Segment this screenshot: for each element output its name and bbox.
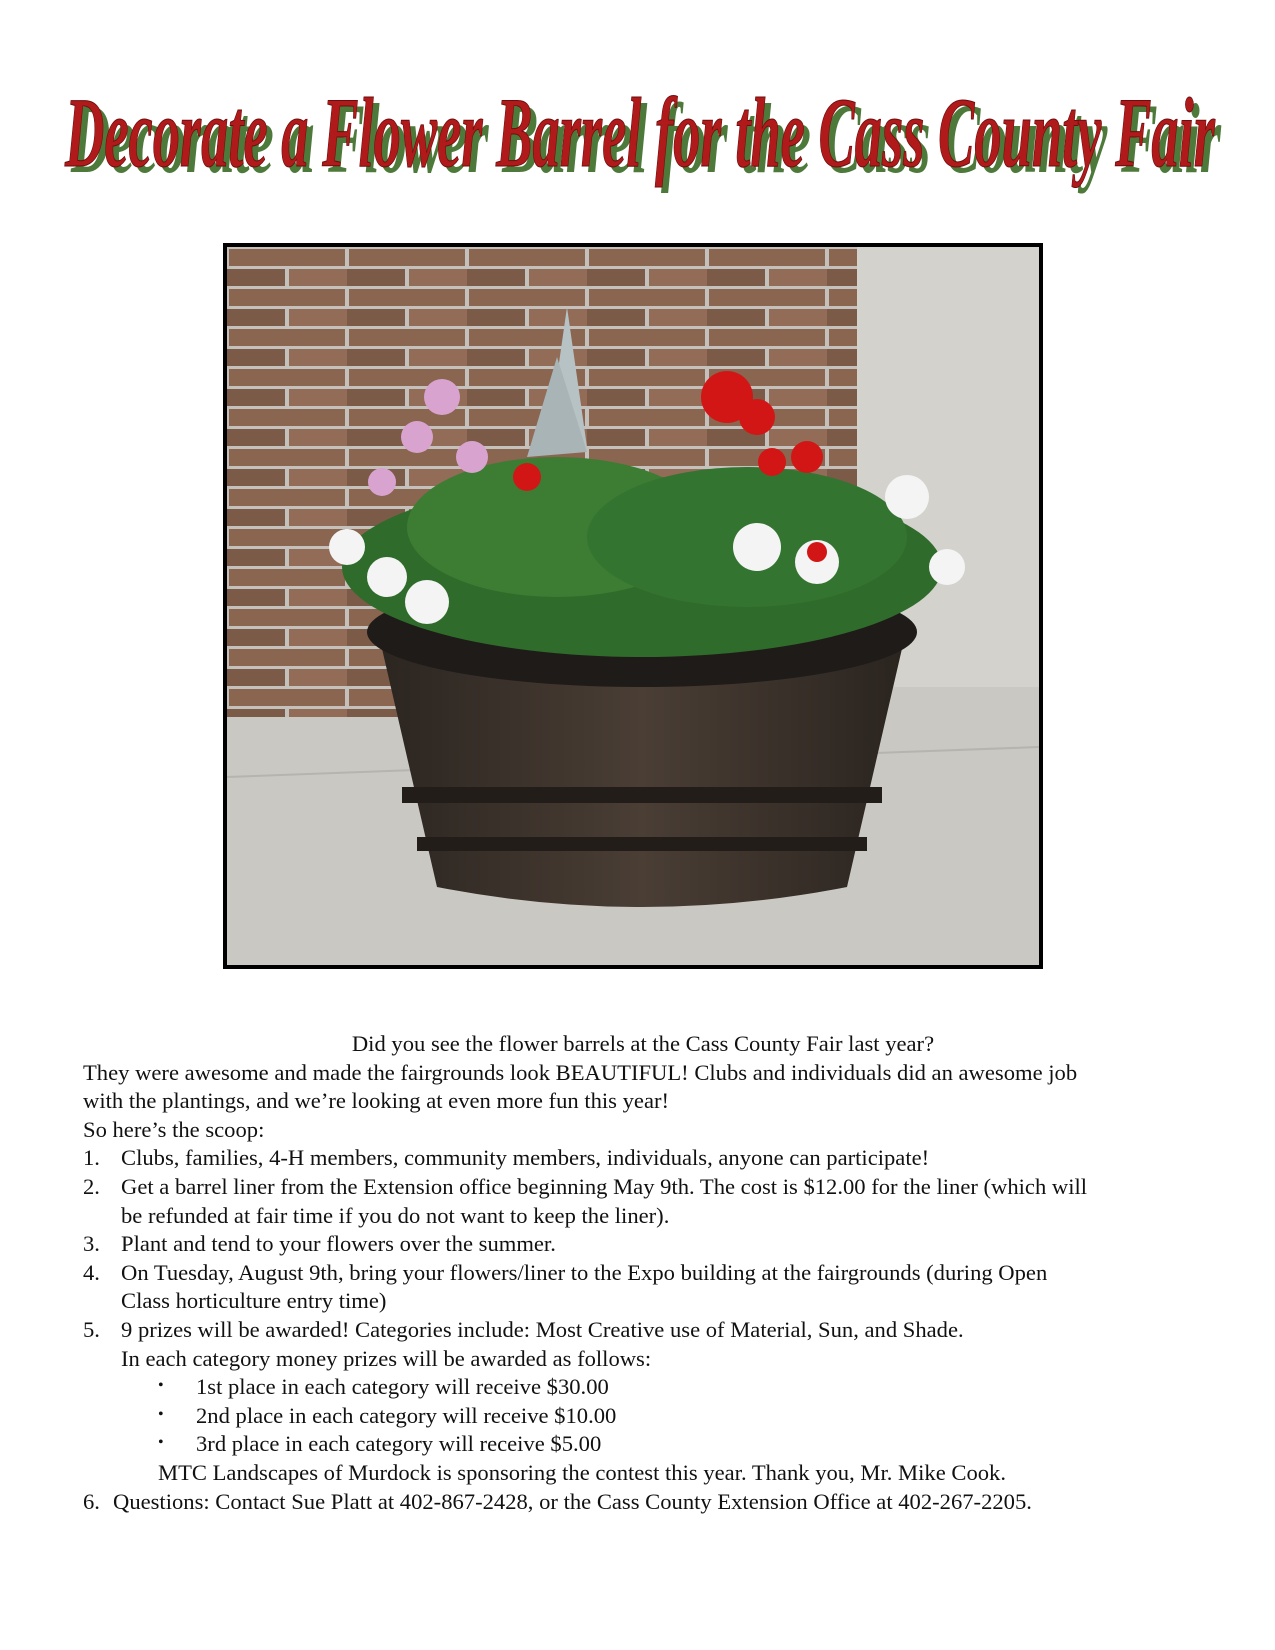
item-text: Clubs, families, 4-H members, community members, individuals, anyone can participate! [121,1145,930,1171]
scoop-heading: So here’s the scoop: [83,1116,265,1142]
bullet-icon: • [158,1405,164,1423]
item-number: 5. [83,1316,100,1342]
list-item [83,1488,1203,1517]
svg-text:Decorate a Flower Barrel for t: Decorate a Flower Barrel for the Cass County Fair [64,77,1216,188]
page-title [40,58,1235,208]
flower-barrel-photo [223,243,1043,969]
intro-line: They were awesome and made the fairgrounds look BEAUTIFUL! Clubs and individuals did an awesome job [83,1059,1078,1085]
flower-barrel-icon [227,247,1039,965]
prize-text: 1st place in each category will receive $30.00 [196,1374,609,1400]
list-item [83,1230,1203,1259]
item-number: 3. [83,1231,100,1257]
prize-item [158,1402,1203,1431]
intro-line: with the plantings, and we’re looking at even more fun this year! [83,1088,670,1114]
item-number: 1. [83,1145,100,1171]
item-text: Get a barrel liner from the Extension office beginning May 9th. The cost is $12.00 for the liner (which will [121,1173,1088,1199]
body-text [83,1030,1203,1516]
item-number: 2. [83,1173,100,1199]
prize-list [83,1373,1203,1459]
bullet-icon: • [158,1377,164,1395]
item-number: 4. [83,1259,100,1285]
list-item [83,1173,1203,1230]
item-text: Plant and tend to your flowers over the summer. [121,1231,556,1257]
prize-text: 2nd place in each category will receive $10.00 [196,1402,617,1428]
list-item [83,1259,1203,1316]
item-text: be refunded at fair time if you do not want to keep the liner). [121,1202,670,1228]
item-text: Class horticulture entry time) [121,1288,387,1314]
item-number: 6. [83,1488,100,1514]
bullet-icon: • [158,1434,164,1452]
prize-text: 3rd place in each category will receive $5.00 [196,1431,602,1457]
questions-text: Questions: Contact Sue Platt at 402-867-2428, or the Cass County Extension Office at 402-267-2205. [113,1488,1032,1514]
prize-item [158,1373,1203,1402]
intro-question: Did you see the flower barrels at the Cass County Fair last year? [351,1031,935,1056]
list-item [83,1316,1203,1373]
item-text: In each category money prizes will be awarded as follows: [121,1345,652,1371]
item-text: 9 prizes will be awarded! Categories include: Most Creative use of Material, Sun, and Shade. [121,1316,964,1342]
prize-item [158,1430,1203,1459]
list-item [83,1144,1203,1173]
svg-text:Decorate a Flower Barrel for t: Decorate a Flower Barrel for the Cass County Fair [70,83,1222,194]
item-text: On Tuesday, August 9th, bring your flowers/liner to the Expo building at the fairgrounds (during Open [121,1259,1048,1285]
sponsor-note: MTC Landscapes of Murdock is sponsoring the contest this year. Thank you, Mr. Mike Cook. [158,1459,1007,1485]
